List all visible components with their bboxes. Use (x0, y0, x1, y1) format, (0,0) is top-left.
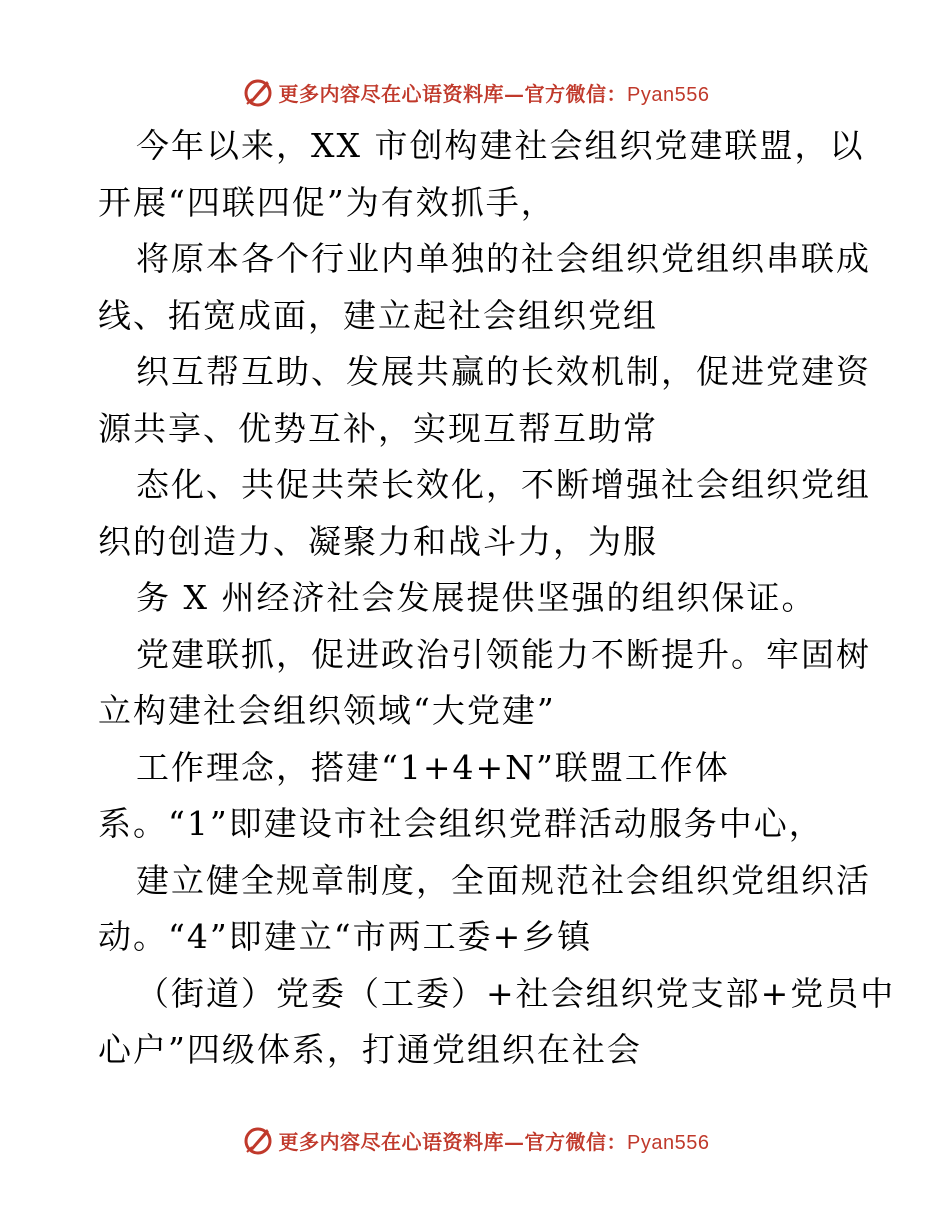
body-line: 织互帮互助、发展共赢的长效机制，促进党建资 (136, 352, 871, 391)
document-body (98, 118, 896, 1079)
header-banner-text (279, 78, 710, 107)
header-banner-label: 更多内容尽在心语资料库—官方微信： (278, 81, 628, 106)
quill-circle-logo-icon (241, 1123, 275, 1157)
body-line: 源共享、优势互补，实现互帮互助常 (98, 408, 658, 448)
body-line: 将原本各个行业内单独的社会组织党组织串联成 (136, 239, 871, 278)
header-wechat-id: Pyan556 (627, 83, 710, 106)
body-line: 线、拓宽成面，建立起社会组织党组 (98, 295, 658, 335)
footer-banner-label: 更多内容尽在心语资料库—官方微信： (278, 1129, 628, 1154)
body-line: 党建联抓，促进政治引领能力不断提升。牢固树 (136, 634, 871, 674)
body-line: （街道）党委（工委）+社会组织党支部+党员中 (136, 973, 896, 1013)
header-banner (0, 72, 950, 112)
body-line: 态化、共促共荣长效化，不断增强社会组织党组 (136, 465, 871, 504)
body-line: 建立健全规章制度，全面规范社会组织党组织活 (136, 860, 871, 900)
footer-wechat-id: Pyan556 (627, 1131, 710, 1154)
body-line: 动。“4”即建立“市两工委+乡镇 (98, 917, 593, 956)
body-line: 务 X 州经济社会发展提供坚强的组织保证。 (136, 578, 817, 617)
body-line: 今年以来，XX 市创构建社会组织党建联盟，以 (136, 126, 865, 165)
body-line: 工作理念，搭建“1+4+N”联盟工作体 (136, 747, 730, 787)
footer-banner (0, 1120, 950, 1160)
quill-circle-logo-icon (241, 75, 275, 109)
body-line: 心户”四级体系，打通党组织在社会 (98, 1030, 642, 1069)
body-line: 立构建社会组织领域“大党建” (98, 691, 556, 730)
body-line: 系。“1”即建设市社会组织党群活动服务中心， (98, 804, 824, 843)
body-line: 织的创造力、凝聚力和战斗力，为服 (98, 521, 658, 561)
body-line: 开展“四联四促”为有效抓手， (98, 182, 556, 222)
footer-banner-text (279, 1126, 710, 1155)
